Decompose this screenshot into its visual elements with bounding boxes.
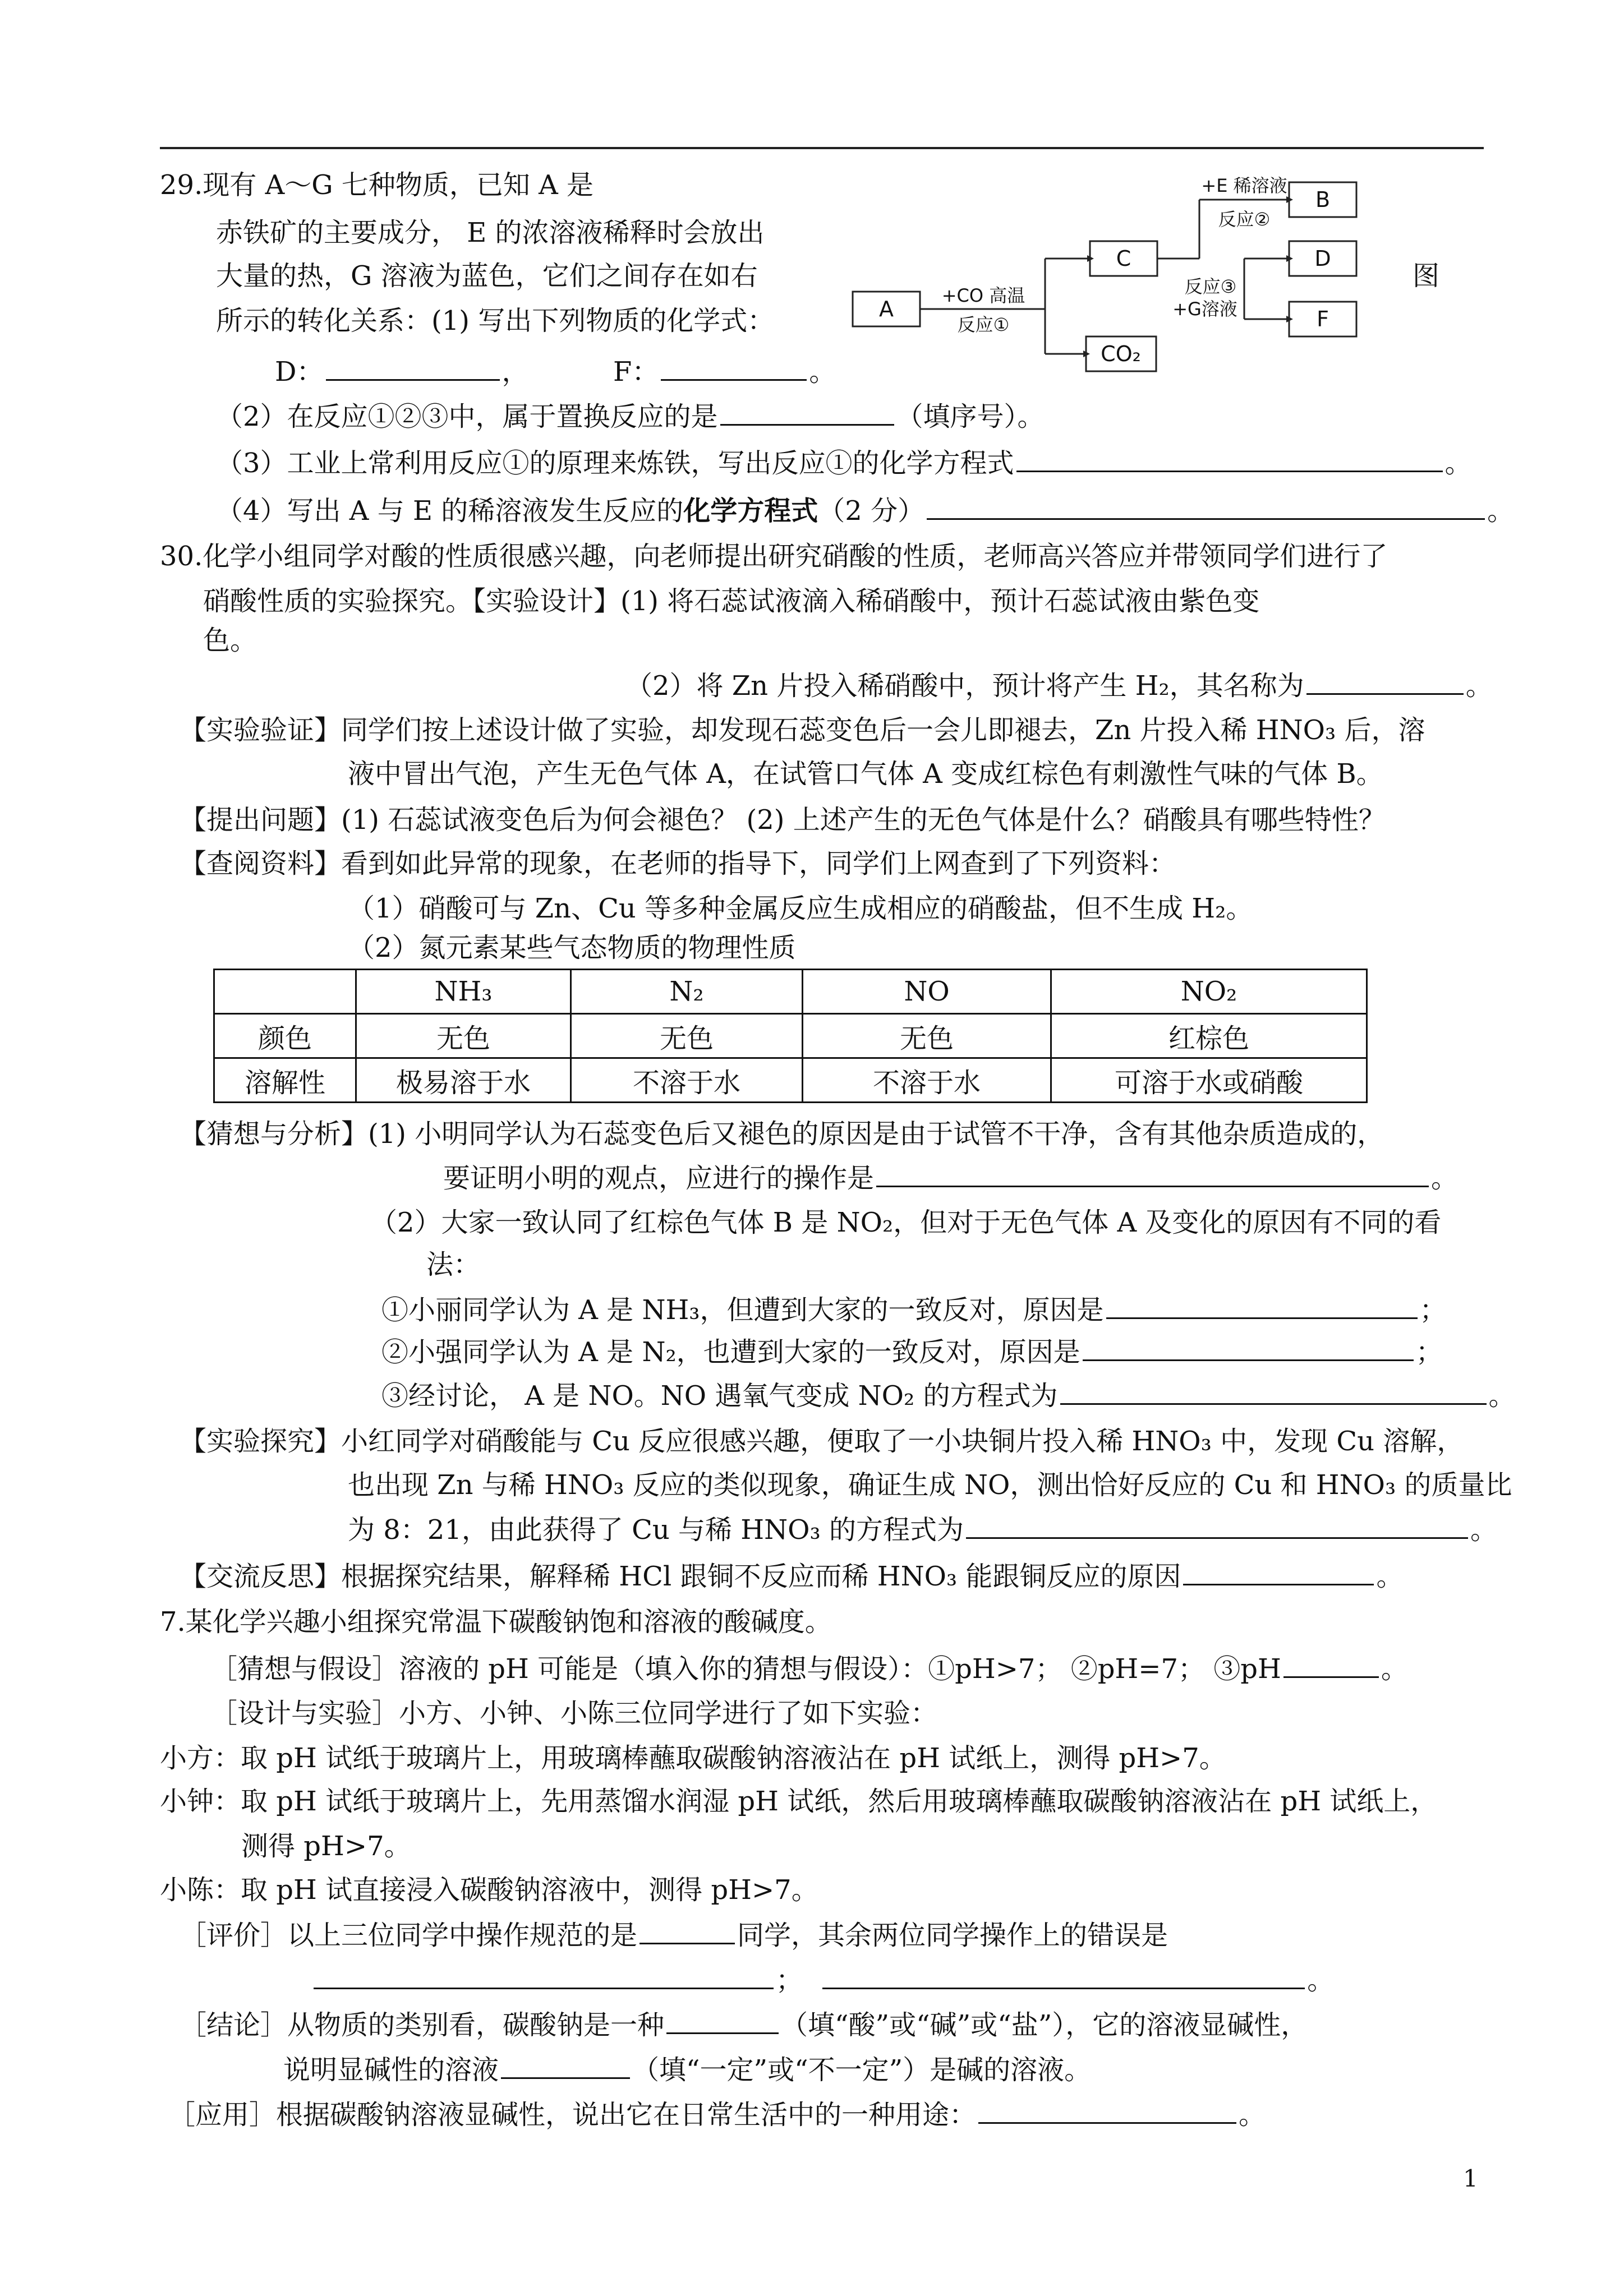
- node-co2: CO₂: [1101, 342, 1141, 366]
- reason-2-blank[interactable]: [1083, 1335, 1414, 1361]
- standard-student-blank[interactable]: [640, 1918, 735, 1944]
- table-cell: 不溶于水: [571, 1058, 803, 1103]
- q7-hypothesis: ［猜想与假设］溶液的 pH 可能是（填入你的猜想与假设）：①pH>7； ②pH=7； ③pH 。: [210, 1652, 1408, 1686]
- q7-zhong-2: 测得 pH>7。: [241, 1831, 411, 1862]
- ph-blank[interactable]: [1283, 1652, 1379, 1678]
- table-header: NH₃: [356, 970, 571, 1014]
- q29-q4: （4）写出 A 与 E 的稀溶液发生反应的化学方程式（2 分） 。: [216, 494, 1514, 528]
- page-number: 1: [1463, 2165, 1478, 2192]
- table-cell: 无色: [571, 1014, 803, 1058]
- table-header-row: [214, 970, 1367, 1014]
- table-cell: 无色: [356, 1014, 571, 1058]
- node-d: D: [1314, 246, 1331, 271]
- table-corner: [214, 970, 356, 1014]
- q29-q2: （2）在反应①②③中，属于置换反应的是 （填序号）。: [216, 399, 1045, 434]
- q7-conclusion-2: 说明显碱性的溶液 （填“一定”或“不一定”）是碱的溶液。: [283, 2053, 1091, 2087]
- table-header: NO: [803, 970, 1051, 1014]
- q7-line-1: 7.某化学兴趣小组探究常温下碳酸钠饱和溶液的酸碱度。: [160, 1606, 832, 1638]
- error-1-blank[interactable]: [314, 1963, 774, 1989]
- q29-line-1: 29.现有 A～G 七种物质，已知 A 是: [160, 169, 594, 201]
- q30-line-4: （2）将 Zn 片投入稀硝酸中，预计将产生 H₂，其名称为 。: [625, 668, 1493, 703]
- table-cell: 颜色: [214, 1014, 356, 1058]
- category-blank[interactable]: [666, 2008, 779, 2034]
- explore-1: 【实验探究】小红同学对硝酸能与 Cu 反应很感兴趣，便取了一小块铜片投入稀 HNO₃ 中，发现 Cu 溶解，: [180, 1426, 1464, 1457]
- explore-2: 也出现 Zn 与稀 HNO₃ 反应的类似现象，确证生成 NO，测出恰好反应的 Cu 和 HNO₃ 的质量比: [348, 1469, 1512, 1501]
- info-2: （2）氮元素某些气态物质的物理性质: [348, 932, 796, 963]
- q29-figure-word: 图: [1413, 260, 1440, 292]
- q7-chen: 小陈：取 pH 试直接浸入碳酸钠溶液中，测得 pH>7。: [160, 1874, 818, 1906]
- d-blank[interactable]: [326, 354, 500, 381]
- use-blank[interactable]: [978, 2097, 1236, 2124]
- r1-label: 反应①: [957, 314, 1010, 335]
- table-row: [214, 1058, 1367, 1103]
- reflect-blank[interactable]: [1183, 1559, 1374, 1585]
- table-header: N₂: [571, 970, 803, 1014]
- q7-application: ［应用］根据碳酸钠溶液显碱性，说出它在日常生活中的一种用途： 。: [168, 2097, 1266, 2132]
- table-cell: 溶解性: [214, 1058, 356, 1103]
- q7-errors: ； 。: [311, 1963, 1334, 1997]
- info-1: （1）硝酸可与 Zn、Cu 等多种金属反应生成相应的硝酸盐，但不生成 H₂。: [348, 893, 1253, 924]
- reason-1-blank[interactable]: [1106, 1293, 1418, 1319]
- node-a: A: [879, 297, 894, 321]
- q30-line-1: 30.化学小组同学对酸的性质很感兴趣，向老师提出研究硝酸的性质，老师高兴答应并带领同学们进行了: [160, 541, 1388, 572]
- node-c: C: [1116, 246, 1131, 271]
- q3-blank[interactable]: [1016, 446, 1443, 472]
- node-b: B: [1315, 187, 1331, 212]
- necessity-blank[interactable]: [501, 2053, 630, 2079]
- reflect: 【交流反思】根据探究结果，解释稀 HCl 跟铜不反应而稀 HNO₃ 能跟铜反应的原因 。: [180, 1559, 1403, 1593]
- opinion-3: ③经讨论， A 是 NO。NO 遇氧气变成 NO₂ 的方程式为 。: [381, 1378, 1516, 1413]
- nitrogen-properties-table: [213, 969, 1368, 1103]
- r1-condition: +CO 高温: [941, 285, 1025, 306]
- operation-blank[interactable]: [876, 1161, 1429, 1187]
- table-row: [214, 1014, 1367, 1058]
- table-header: NO₂: [1051, 970, 1367, 1014]
- opinion-1: ①小丽同学认为 A 是 NH₃，但遭到大家的一致反对，原因是 ；: [381, 1293, 1447, 1327]
- q7-zhong-1: 小钟：取 pH 试纸于玻璃片上，先用蒸馏水润湿 pH 试纸，然后用玻璃棒蘸取碳酸钠溶液沾在 pH 试纸上，: [160, 1786, 1438, 1817]
- guess-1: 【猜想与分析】(1) 小明同学认为石蕊变色后又褪色的原因是由于试管不干净，含有其他杂质造成的，: [180, 1118, 1384, 1150]
- q29-q3: （3）工业上常利用反应①的原理来炼铁，写出反应①的化学方程式 。: [216, 446, 1472, 480]
- no-equation-blank[interactable]: [1060, 1378, 1487, 1405]
- f-blank[interactable]: [661, 354, 807, 381]
- conversion-diagram: [852, 168, 1413, 381]
- q7-conclusion-1: ［结论］从物质的类别看，碳酸钠是一种 （填“酸”或“碱”或“盐”），它的溶液显碱性，: [180, 2008, 1308, 2042]
- guess-2b: 法：: [426, 1249, 481, 1280]
- r2-label: 反应②: [1218, 209, 1271, 230]
- q2-blank[interactable]: [720, 399, 894, 426]
- r3-label: 反应③: [1184, 276, 1237, 297]
- cu-equation-blank[interactable]: [966, 1513, 1468, 1539]
- table-cell: 无色: [803, 1014, 1051, 1058]
- table-cell: 可溶于水或硝酸: [1051, 1058, 1367, 1103]
- opinion-2: ②小强同学认为 A 是 N₂，也遭到大家的一致反对，原因是 ；: [381, 1335, 1443, 1369]
- q29-line-4: 所示的转化关系：(1) 写出下列物质的化学式：: [216, 305, 775, 336]
- q30-line-3: 色。: [203, 625, 257, 656]
- q29-d-answer: D： ， F： 。: [275, 354, 836, 389]
- header-rule: [160, 147, 1484, 149]
- q29-line-3: 大量的热，G 溶液为蓝色，它们之间存在如右: [216, 260, 758, 292]
- guess-2: （2）大家一致认同了红棕色气体 B 是 NO₂，但对于无色气体 A 及变化的原因有不同的看: [370, 1207, 1442, 1238]
- q7-design: ［设计与实验］小方、小钟、小陈三位同学进行了如下实验：: [210, 1698, 938, 1729]
- lookup: 【查阅资料】看到如此异常的现象，在老师的指导下，同学们上网查到了下列资料：: [180, 848, 1176, 879]
- guess-1b: 要证明小明的观点，应进行的操作是 。: [443, 1161, 1458, 1195]
- q7-evaluation: ［评价］以上三位同学中操作规范的是 同学，其余两位同学操作上的错误是: [180, 1918, 1168, 1952]
- r2-condition: +E 稀溶液: [1201, 175, 1287, 196]
- explore-3: 为 8：21，由此获得了 Cu 与稀 HNO₃ 的方程式为 。: [348, 1513, 1497, 1547]
- table-cell: 极易溶于水: [356, 1058, 571, 1103]
- verify-1: 【实验验证】同学们按上述设计做了实验，却发现石蕊变色后一会儿即褪去，Zn 片投入稀 HNO₃ 后，溶: [180, 714, 1425, 746]
- table-cell: 红棕色: [1051, 1014, 1367, 1058]
- error-2-blank[interactable]: [822, 1963, 1305, 1989]
- h2-name-blank[interactable]: [1306, 668, 1464, 695]
- q4-blank[interactable]: [927, 494, 1485, 520]
- r3-condition: +G溶液: [1172, 298, 1237, 320]
- q7-fang: 小方：取 pH 试纸于玻璃片上，用玻璃棒蘸取碳酸钠溶液沾在 pH 试纸上，测得 pH>7。: [160, 1742, 1226, 1774]
- raise-question: 【提出问题】(1) 石蕊试液变色后为何会褪色？ (2) 上述产生的无色气体是什么？硝酸具有哪些特性？: [180, 804, 1386, 836]
- q29-line-2: 赤铁矿的主要成分， E 的浓溶液稀释时会放出: [216, 217, 765, 248]
- q30-line-2: 硝酸性质的实验探究。【实验设计】(1) 将石蕊试液滴入稀硝酸中，预计石蕊试液由紫色变: [203, 585, 1260, 617]
- verify-2: 液中冒出气泡，产生无色气体 A，在试管口气体 A 变成红棕色有刺激性气味的气体 B。: [348, 758, 1383, 790]
- table-cell: 不溶于水: [803, 1058, 1051, 1103]
- node-f: F: [1317, 307, 1329, 331]
